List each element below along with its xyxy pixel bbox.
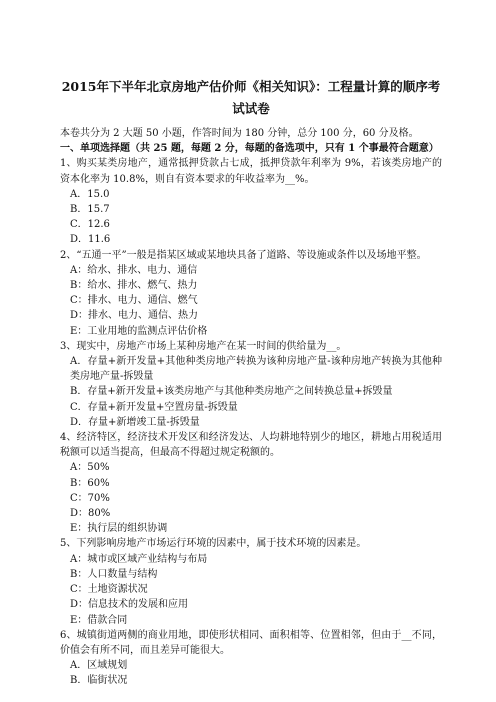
question-stem: 4、经济特区，经济技术开发区和经济发达、人均耕地特别少的地区，耕地占用税适用税额可以适当提高，但最高不得超过规定税额的。 [60, 432, 442, 459]
option-d: D：80% [70, 508, 111, 520]
option-e: E：借款合同 [70, 614, 128, 626]
option-b: B．存量+新开发量+该类房地产与其他种类房地产之间转换总量+拆毁量 [70, 386, 393, 398]
section-heading: 一、单项选择题（共 25 题，每题 2 分，每题的备选项中，只有 1 个事最符合题意） [60, 143, 439, 155]
option-a: A：给水、排水、电力、通信 [70, 264, 198, 276]
option-a: A．存量+新开发量+其他种类房地产转换为该种房地产量-该种房地产转换为其他种类房地产量-拆毁量 [70, 356, 442, 383]
option-b: B．15.7 [70, 204, 110, 216]
option-d: D．11.6 [70, 234, 111, 246]
document-title-line2: 试试卷 [232, 101, 270, 116]
option-d: D：排水、电力、通信、热力 [70, 310, 199, 322]
document-title-line1: 2015年下半年北京房地产估价师《相关知识》：工程量计算的顺序考 [61, 79, 441, 94]
option-a: A．区域规划 [70, 660, 128, 672]
option-c: C：排水、电力、通信、燃气 [70, 295, 198, 307]
question-stem: 2、“五通一平”一般是指某区域或某地块具备了道路、等设施或条件以及场地平整。 [60, 249, 427, 261]
question-5 [60, 536, 442, 627]
question-4 [60, 430, 442, 536]
option-c: C：70% [70, 492, 110, 504]
question-6 [60, 628, 442, 689]
question-1 [60, 156, 442, 247]
option-b: B：60% [70, 477, 110, 489]
option-b: B：给水、排水、燃气、热力 [70, 280, 198, 292]
question-2 [60, 248, 442, 339]
question-stem: 3、现实中，房地产市场上某种房地产在某一时间的供给量为__。 [60, 340, 347, 352]
exam-intro: 本卷共分为 2 大题 50 小题，作答时间为 180 分钟，总分 100 分，60 分及格。 [60, 128, 419, 139]
option-c: C：土地资源状况 [70, 584, 148, 596]
question-stem: 5、下列影响房地产市场运行环境的因素中，属于技术环境的因素是。 [60, 538, 367, 550]
option-a: A：城市或区域产业结构与布局 [70, 553, 208, 565]
question-stem: 6、城镇街道两侧的商业用地，即使形状相同、面积相等、位置相邻，但由于__不同，价值会有所不同，而且差异可能很大。 [60, 629, 442, 656]
option-c: C．存量+新开发量+空置房量-拆毁量 [70, 401, 238, 413]
option-d: D：信息技术的发展和应用 [70, 599, 189, 611]
option-a: A：50% [70, 462, 110, 474]
option-b: B．临街状况 [70, 675, 128, 687]
option-a: A．15.0 [70, 188, 110, 200]
option-d: D．存量+新增竣工量-拆毁量 [70, 416, 200, 428]
option-b: B：人口数量与结构 [70, 568, 158, 580]
option-e: E：工业用地的监测点评估价格 [70, 325, 208, 337]
option-e: E：执行层的组织协调 [70, 523, 168, 535]
question-stem: 1、购买某类房地产，通常抵押贷款占七成，抵押贷款年利率为 9%，若该类房地产的资本化率为 10.8%，则自有资本要求的年收益率为__%。 [60, 158, 442, 185]
question-3 [60, 339, 442, 430]
document-page [60, 76, 442, 689]
option-c: C．12.6 [70, 219, 110, 231]
